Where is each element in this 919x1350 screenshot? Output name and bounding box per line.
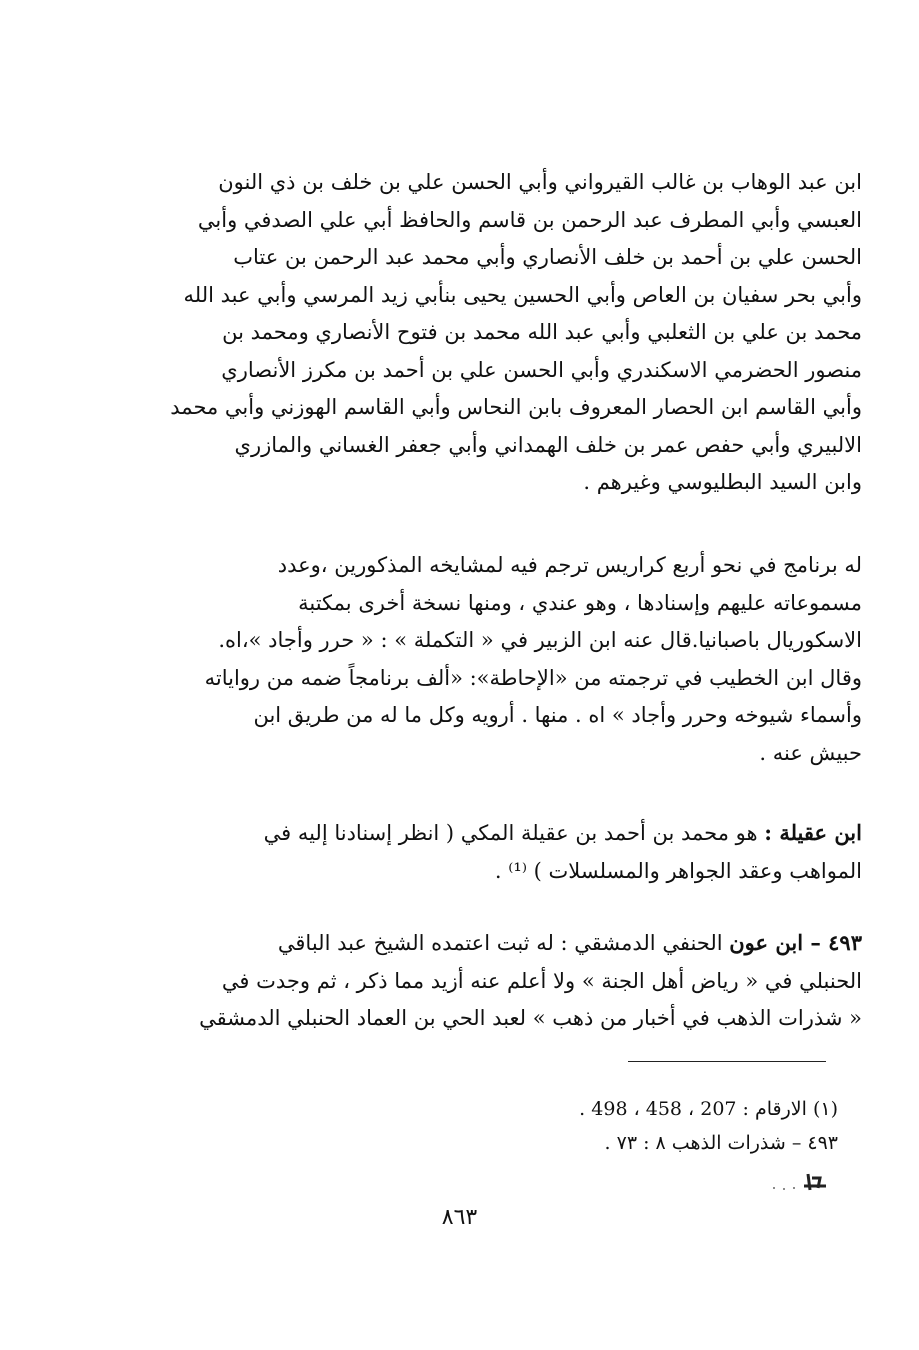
text-line: الحسن علي بن أحمد بن خلف الأنصاري وأبي محمد عبد الرحمن بن عتاب [233,245,862,269]
footnote-separator [628,1061,826,1062]
entry-heading: ابن عقيلة : [764,820,862,845]
entry-text: هو محمد بن أحمد بن عقيلة المكي ( انظر إسنادنا إليه في [263,821,765,845]
text-line: المواهب وعقد الجواهر والمسلسلات ) ⁽¹⁾ . [494,858,862,883]
text-line: الحنبلي في « رياض أهل الجنة » ولا أعلم عنه أزيد مما ذكر ، ثم وجدت في [221,968,862,993]
entry-heading: ابن عون [729,930,811,955]
entry-text: الحنفي الدمشقي : له ثبت اعتمده الشيخ عبد الباقي [277,931,730,955]
entry-493-ibn-awn [160,924,862,1038]
text-line: مسموعاته عليهم وإسنادها ، وهو عندي ، ومنها نسخة أخرى بمكتبة [298,590,862,615]
text-line: وأبي بحر سفيان بن العاص وأبي الحسين يحيى بنأبي زيد المرسي وأبي عبد الله [183,282,862,307]
footnote-1: (١) الارقام : 207 ، 458 ، 498 . [579,1098,838,1120]
text-line: حبيش عنه . [759,740,862,765]
paragraph-barnamaj [160,547,862,772]
text-line: منصور الحضرمي الاسكندري وأبي الحسن علي بن أحمد بن مكرز الأنصاري [221,357,862,382]
text-line [160,814,862,853]
text-line: وابن السيد البطليوسي وغيرهم . [583,470,862,494]
text-line: وأبي القاسم ابن الحصار المعروف بابن النحاس وأبي القاسم الهوزني وأبي محمد [170,395,862,419]
footnote-493: ٤٩٣ – شذرات الذهب ٨ : ٧٣ . [604,1132,838,1154]
text-line: الاسكوريال باصبانيا.قال عنه ابن الزبير في « التكملة » : « حرر وأجاد »،اه. [218,628,862,652]
text-line: العبسي وأبي المطرف عبد الرحمن بن قاسم والحافظ أبي علي الصدفي وأبي [197,207,862,232]
text-line: له برنامج في نحو أربع كراريس ترجم فيه لمشايخه المذكورين ،وعدد [277,553,862,577]
text-line: الالبيري وأبي حفص عمر بن خلف الهمداني وأبي جعفر الغساني والمازري [234,432,862,457]
text-line: وقال ابن الخطيب في ترجمته من «الإحاطة»: «ألف برنامجاً ضمه من رواياته [204,665,862,690]
text-line: ابن عبد الوهاب بن غالب القيرواني وأبي الحسن علي بن خلف بن ذي النون [218,170,862,194]
entry-ibn-aqila [160,814,862,890]
text-line: « شذرات الذهب في أخبار من ذهب » لعبد الحي بن العماد الحنبلي الدمشقي [199,1006,862,1030]
text-line: وأسماء شيوخه وحرر وأجاد » اه . منها . أرويه وكل ما له من طريق ابن [253,703,862,727]
paragraph-teachers [160,164,862,502]
page-number: ٨٦٣ [441,1205,478,1230]
entry-number: ٤٩٣ – [810,930,862,955]
footnotes [500,1092,838,1160]
text-line [160,924,862,963]
scan-artifact-mark [760,1168,830,1194]
text-line: محمد بن علي بن الثعلبي وأبي عبد الله محمد بن فتوح الأنصاري ومحمد بن [222,320,862,344]
